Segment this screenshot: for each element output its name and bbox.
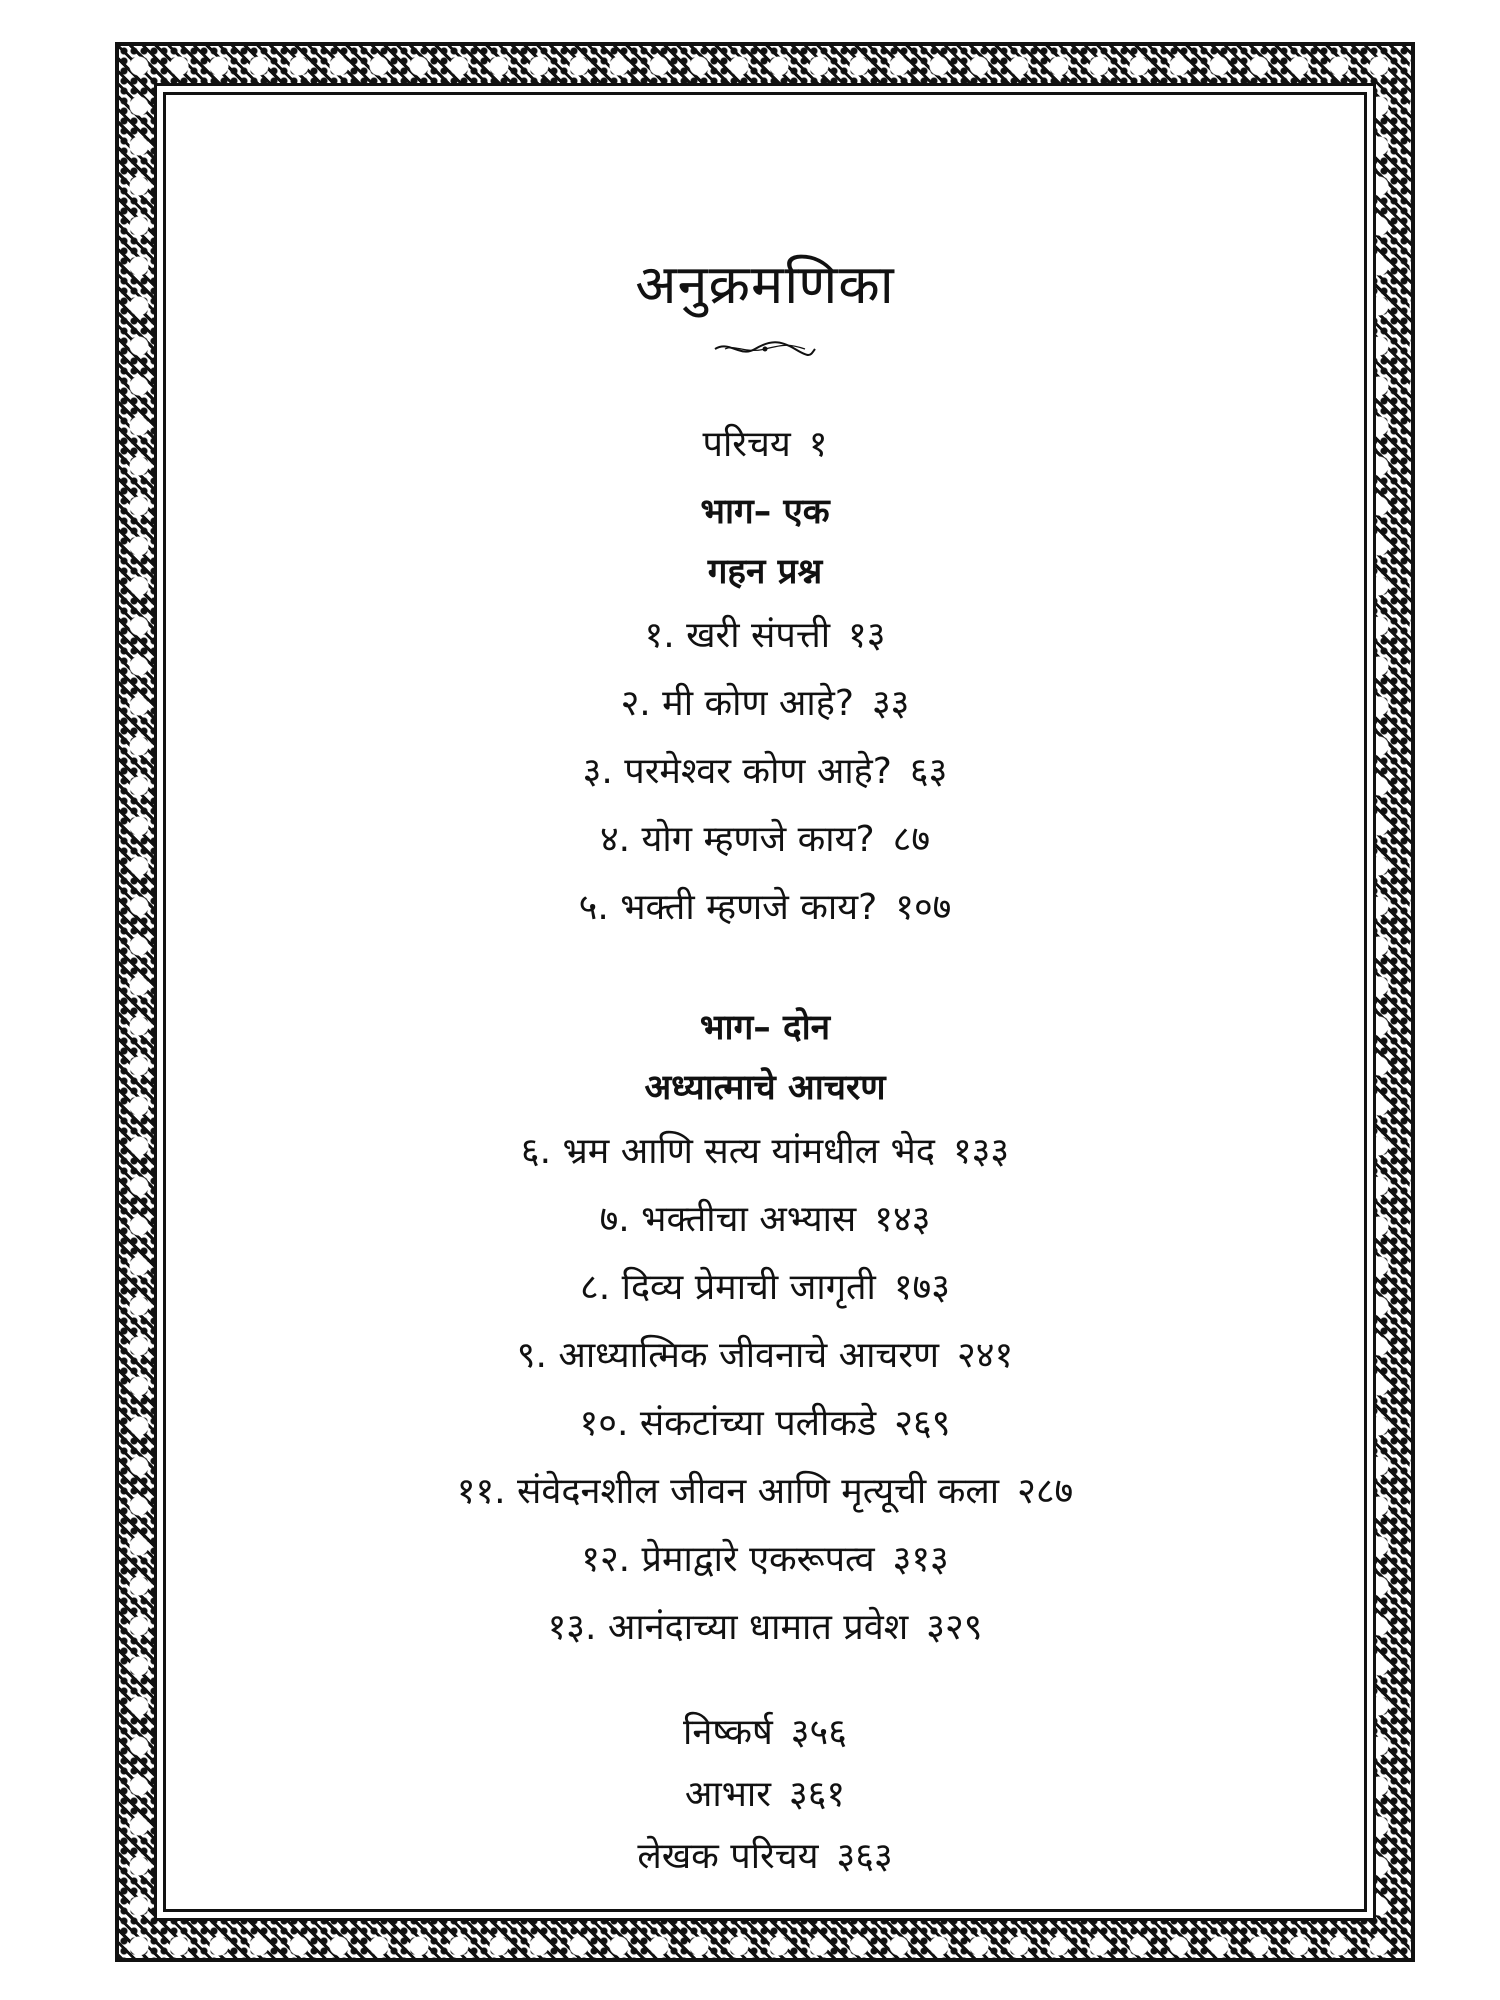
chapter-entry[interactable] <box>163 1186 1367 1254</box>
entry-page: २८७ <box>1017 1471 1074 1512</box>
chapter-entry[interactable] <box>163 738 1367 806</box>
chapter-entry[interactable] <box>163 1322 1367 1390</box>
entry-label: ११. संवेदनशील जीवन आणि मृत्यूची कला <box>456 1471 1000 1512</box>
entry-label: ८. दिव्य प्रेमाची जागृती <box>580 1267 876 1308</box>
chapter-entry[interactable] <box>163 806 1367 874</box>
entry-page: ६३ <box>909 751 948 792</box>
chapter-entry[interactable] <box>163 1118 1367 1186</box>
entry-label: ६. भ्रम आणि सत्य यांमधील भेद <box>520 1131 935 1172</box>
chapter-entry[interactable] <box>163 670 1367 738</box>
entry-label: निष्कर्ष <box>683 1712 773 1753</box>
entry-page: ३५६ <box>790 1712 847 1753</box>
part-one-subheading: गहन प्रश्न <box>707 552 823 592</box>
part-two-chapter-list <box>163 1118 1367 1662</box>
entry-label: २. मी कोण आहे? <box>620 683 854 724</box>
chapter-entry[interactable] <box>163 1254 1367 1322</box>
entry-label: ३. परमेश्वर कोण आहे? <box>582 751 892 792</box>
flourish-ornament-icon <box>710 338 820 360</box>
entry-page: ३२९ <box>926 1607 983 1648</box>
entry-label: ५. भक्ती म्हणजे काय? <box>578 887 878 928</box>
part-one-heading: भाग– एक <box>700 492 830 532</box>
chapter-entry[interactable] <box>163 1594 1367 1662</box>
entry-label: ९. आध्यात्मिक जीवनाचे आचरण <box>516 1335 940 1376</box>
table-of-contents <box>163 92 1367 1888</box>
back-matter-entry[interactable] <box>163 1764 1367 1826</box>
entry-page: ३६३ <box>836 1836 893 1877</box>
entry-page: ३३ <box>871 683 910 724</box>
back-matter-list <box>163 1702 1367 1888</box>
entry-page: १३३ <box>952 1131 1010 1172</box>
entry-page: १ <box>808 424 828 465</box>
intro-entry[interactable] <box>163 420 1367 470</box>
entry-label: परिचय <box>702 424 791 465</box>
entry-page: ८७ <box>892 819 931 860</box>
entry-label: १. खरी संपत्ती <box>644 615 831 656</box>
entry-page: ३१३ <box>892 1539 949 1580</box>
part-two-heading: भाग– दोन <box>699 1008 831 1048</box>
entry-page: १४३ <box>874 1199 931 1240</box>
chapter-entry[interactable] <box>163 1390 1367 1458</box>
part-one-chapter-list <box>163 602 1367 942</box>
part-two-subheading: अध्यात्माचे आचरण <box>644 1068 886 1108</box>
back-matter-entry[interactable] <box>163 1702 1367 1764</box>
entry-label: ४. योग म्हणजे काय? <box>599 819 875 860</box>
entry-label: १३. आनंदाच्या धामात प्रवेश <box>547 1607 909 1648</box>
entry-label: लेखक परिचय <box>637 1836 819 1877</box>
entry-page: २४१ <box>957 1335 1014 1376</box>
entry-label: १२. प्रेमाद्वारे एकरूपत्व <box>581 1539 875 1580</box>
entry-label: ७. भक्तीचा अभ्यास <box>599 1199 857 1240</box>
entry-label: १०. संकटांच्या पलीकडे <box>579 1403 877 1444</box>
chapter-entry[interactable] <box>163 874 1367 942</box>
entry-page: ३६१ <box>788 1774 846 1815</box>
chapter-entry[interactable] <box>163 602 1367 670</box>
entry-page: १७३ <box>893 1267 950 1308</box>
entry-page: १३ <box>848 615 886 656</box>
entry-label: आभार <box>684 1774 771 1815</box>
page-title: अनुक्रमणिका <box>635 253 895 316</box>
back-matter-entry[interactable] <box>163 1826 1367 1888</box>
chapter-entry[interactable] <box>163 1458 1367 1526</box>
chapter-entry[interactable] <box>163 1526 1367 1594</box>
entry-page: २६९ <box>894 1403 951 1444</box>
entry-page: १०७ <box>895 887 952 928</box>
